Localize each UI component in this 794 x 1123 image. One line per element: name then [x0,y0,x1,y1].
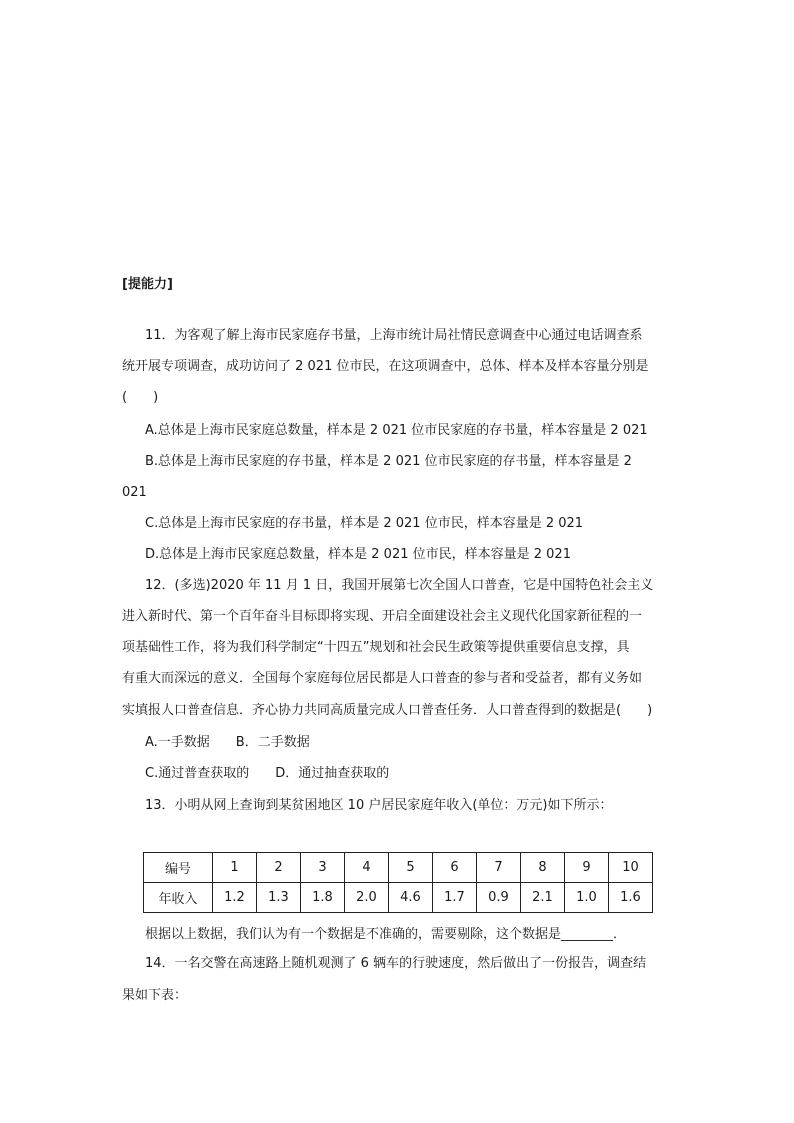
q12-line5: 实填报人口普查信息．齐心协力共同高质量完成人口普查任务．人口普查得到的数据是( ) [122,703,653,718]
table-cell-income: 0.9 [477,883,521,913]
q11-answer-blank: ( ) [122,390,159,405]
table-cell-id: 4 [345,853,389,883]
table-cell-id: 3 [301,853,345,883]
table-cell-income: 1.0 [565,883,609,913]
q12-line4: 有重大而深远的意义．全国每个家庭每位居民都是人口普查的参与者和受益者，都有义务如 [122,671,643,686]
table-cell-income: 1.6 [609,883,653,913]
section-title: [提能力] [122,277,173,292]
q12-options-cd: C.通过普查获取的 D．通过抽查获取的 [145,766,390,781]
q11-option-b-line2: 021 [122,485,147,500]
q13-question: 根据以上数据，我们认为有一个数据是不准确的，需要剔除，这个数据是________． [145,927,627,942]
table-cell-income: 2.1 [521,883,565,913]
q13-stem: 13．小明从网上查询到某贫困地区 10 户居民家庭年收入(单位：万元)如下所示： [145,798,613,813]
table-cell-income: 1.8 [301,883,345,913]
q12-line1: 12．(多选)2020 年 11 月 1 日，我国开展第七次全国人口普查，它是中国特色社会主义 [145,578,654,593]
table-cell-id: 8 [521,853,565,883]
table-cell-id: 2 [257,853,301,883]
table-cell-id: 9 [565,853,609,883]
q11-option-a: A.总体是上海市民家庭总数量，样本是 2 021 位市民家庭的存书量，样本容量是 2 021 [145,423,648,438]
table-cell-income: 1.3 [257,883,301,913]
q12-line3: 项基础性工作，将为我们科学制定“十四五”规划和社会民生政策等提供重要信息支撑，具 [122,640,630,655]
q14-line1: 14．一名交警在高速路上随机观测了 6 辆车的行驶速度，然后做出了一份报告，调查结 [145,956,647,971]
table-header-id: 编号 [144,853,213,883]
q11-stem-line1: 11．为客观了解上海市民家庭存书量，上海市统计局社情民意调查中心通过电话调查系 [145,328,643,343]
table-cell-id: 5 [389,853,433,883]
q12-line2: 进入新时代、第一个百年奋斗目标即将实现、开启全面建设社会主义现代化国家新征程的一 [122,609,643,624]
income-table [143,852,653,913]
table-row-ids [144,853,653,883]
table-cell-income: 1.2 [213,883,257,913]
table-cell-income: 1.7 [433,883,477,913]
q11-option-c: C.总体是上海市民家庭的存书量，样本是 2 021 位市民，样本容量是 2 021 [145,516,584,531]
q11-option-d: D.总体是上海市民家庭总数量，样本是 2 021 位市民，样本容量是 2 021 [145,547,571,562]
table-cell-income: 2.0 [345,883,389,913]
table-cell-id: 7 [477,853,521,883]
q11-option-b-line1: B.总体是上海市民家庭的存书量，样本是 2 021 位市民家庭的存书量，样本容量是 2 [145,454,632,469]
table-cell-income: 4.6 [389,883,433,913]
q11-stem-line2: 统开展专项调查，成功访问了 2 021 位市民，在这项调查中，总体、样本及样本容量分别是 [122,359,649,374]
table-cell-id: 10 [609,853,653,883]
table-header-income: 年收入 [144,883,213,913]
q12-options-ab: A.一手数据 B．二手数据 [145,735,310,750]
table-cell-id: 1 [213,853,257,883]
table-row-incomes [144,883,653,913]
table-cell-id: 6 [433,853,477,883]
q14-line2: 果如下表： [122,988,188,1003]
